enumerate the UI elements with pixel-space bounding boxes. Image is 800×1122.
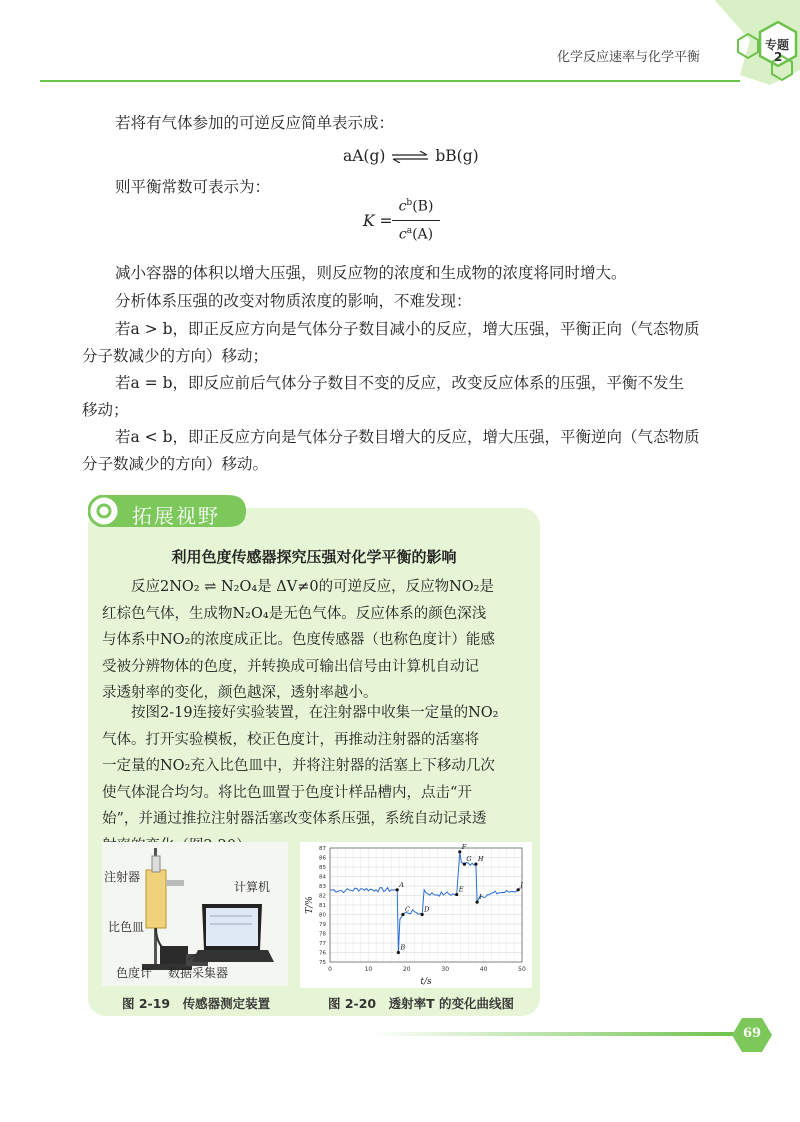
x-tick-label: 30 [441, 966, 450, 973]
x-tick-label: 10 [364, 966, 373, 973]
paragraph-3-line2: 分子数减少的方向）移动； [82, 347, 269, 365]
figure-2-20-caption: 图 2-20 透射率T 的变化曲线图 [328, 996, 515, 1011]
x-tick-label: 40 [479, 966, 488, 973]
box-p2-line: 始”，并通过推拉注射器活塞改变体系压强，系统自动记录透 [102, 811, 487, 827]
den-c: c [398, 226, 407, 243]
y-tick-label: 87 [319, 846, 326, 852]
y-tick-label: 76 [319, 950, 326, 957]
point-label-I: I [479, 893, 482, 902]
chapter-hex-badge [710, 0, 800, 95]
y-axis-label: T/% [305, 896, 315, 914]
constant-numerator [392, 198, 440, 215]
y-tick-label: 78 [319, 931, 326, 938]
x-axis-label: t/s [420, 977, 432, 987]
num-c: c [398, 198, 407, 215]
equilibrium-arrow-icon [390, 151, 430, 163]
box-p1-line: 反应2NO₂ ⇌ N₂O₄是 ΔV≠0的可逆反应，反应物NO₂是 [131, 579, 494, 595]
num-arg: (B) [412, 198, 434, 215]
x-tick-label: 20 [402, 966, 411, 973]
y-tick-label: 83 [319, 884, 326, 890]
paragraph-2: 分析体系压强的改变对物质浓度的影响，不难发现： [115, 292, 472, 310]
y-tick-label: 84 [319, 874, 326, 881]
transmittance-chart [300, 842, 532, 988]
label-colorimeter: 色度计 [116, 966, 153, 980]
paragraph-5-line1: 若a < b，即正反应方向是气体分子数目增大的反应，增大压强，平衡逆向（气态物质 [115, 428, 700, 446]
box-p2-line: 气体。打开实验模板，校正色度计，再推动注射器的活塞将 [102, 731, 479, 748]
chapter-number: 2 [774, 50, 783, 64]
paragraph-1: 减小容器的体积以增大压强，则反应物的浓度和生成物的浓度将同时增大。 [115, 264, 627, 282]
figure-2-19 [102, 842, 288, 986]
point-label-A: A [399, 880, 404, 889]
chapter-label: 专题 [765, 38, 790, 52]
label-collector: 数据采集器 [168, 966, 229, 980]
point-label-B: B [400, 943, 406, 952]
box-p2-line: 一定量的NO₂充入比色皿中，并将注射器的活塞上下移动几次 [102, 758, 495, 774]
reaction-equation [343, 147, 479, 165]
paragraph-5-line2: 分子数减少的方向）移动。 [82, 455, 269, 473]
figure-2-19-caption: 图 2-19 传感器测定装置 [122, 996, 271, 1011]
fraction-bar [392, 220, 440, 221]
point-label-C: C [404, 905, 410, 914]
reaction-left: aA(g) [343, 147, 386, 165]
point-label-H: H [477, 855, 484, 864]
box-paragraph-2 [102, 700, 532, 859]
box-p1-line: 与体系中NO₂的浓度成正比。色度传感器（也称色度计）能感 [102, 632, 495, 648]
point-label-J: J [520, 880, 523, 889]
constant-intro: 则平衡常数可表示为： [115, 178, 271, 196]
y-tick-label: 85 [319, 865, 326, 871]
den-sup: a [406, 226, 413, 236]
page-bar [370, 1032, 740, 1036]
y-tick-label: 80 [319, 912, 326, 919]
box-p2-line: 按图2-19连接好实验装置，在注射器中收集一定量的NO₂ [131, 705, 499, 721]
point-label-G: G [466, 855, 472, 864]
box-p1-line: 受被分辨物体的色度，并转换成可输出信号由计算机自动记 [102, 658, 479, 675]
label-cuvette: 比色皿 [108, 920, 145, 934]
running-title: 化学反应速率与化学平衡 [556, 50, 700, 65]
x-tick-label: 50 [518, 966, 526, 973]
y-tick-label: 75 [319, 960, 326, 966]
reaction-right: bB(g) [435, 147, 479, 165]
intro-text: 若将有气体参加的可逆反应简单表示成： [115, 114, 395, 132]
constant-lhs: K = [363, 212, 393, 230]
box-p1-line: 红棕色气体，生成物N₂O₄是无色气体。反应体系的颜色深浅 [102, 605, 487, 622]
y-tick-label: 79 [319, 922, 326, 928]
box-paragraph-1 [102, 574, 532, 707]
page-number: 69 [742, 1026, 762, 1041]
paragraph-3-line1: 若a > b，即正反应方向是气体分子数目减小的反应，增大压强，平衡正向（气态物质 [115, 320, 700, 338]
label-syringe: 注射器 [104, 870, 141, 884]
figure-2-20 [300, 842, 532, 988]
y-tick-label: 86 [319, 855, 326, 862]
box-p2-line: 使气体混合均匀。将比色皿置于色度计样品槽内，点击“开 [102, 784, 472, 801]
point-label-E: E [458, 885, 464, 894]
extension-tab-label: 拓展视野 [132, 504, 220, 528]
box-title: 利用色度传感器探究压强对化学平衡的影响 [171, 548, 457, 566]
constant-denominator [392, 226, 440, 243]
x-tick-label: 0 [328, 966, 332, 973]
point-label-F: F [461, 842, 467, 851]
num-sup: b [406, 198, 413, 208]
label-computer: 计算机 [234, 880, 271, 894]
header-rule [40, 80, 740, 82]
box-p1-line: 录透射率的变化，颜色越深，透射率越小。 [102, 685, 378, 701]
point-label-D: D [424, 905, 430, 914]
y-tick-label: 82 [319, 893, 326, 900]
y-tick-label: 77 [319, 941, 326, 947]
y-tick-label: 81 [319, 903, 326, 909]
den-arg: (A) [412, 226, 434, 243]
paragraph-4-line1: 若a = b，即反应前后气体分子数目不变的反应，改变反应体系的压强，平衡不发生 [115, 374, 685, 392]
paragraph-4-line2: 移动； [82, 401, 129, 419]
